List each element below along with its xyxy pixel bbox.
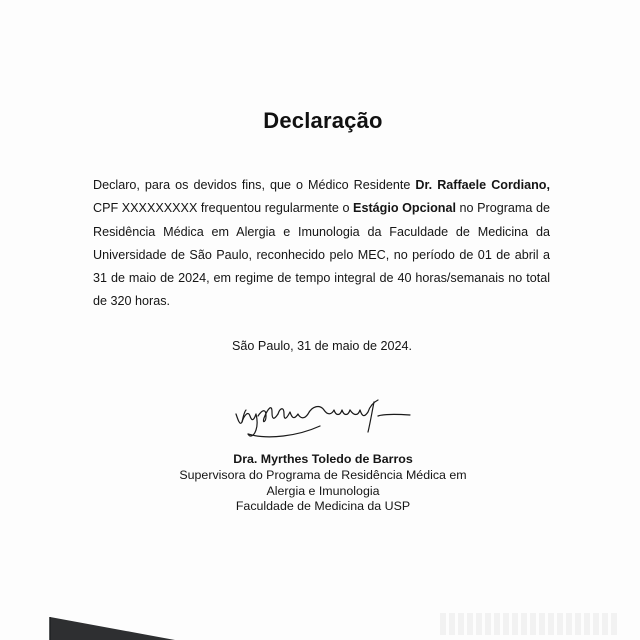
- document-title: Declaração: [263, 108, 383, 133]
- signer-name: Dra. Myrthes Toledo de Barros: [233, 452, 413, 466]
- signature-icon: [228, 396, 418, 446]
- signer-role: Supervisora do Programa de Residência Médica em: [179, 467, 467, 482]
- bleed-through-text: [440, 613, 620, 635]
- signer-specialty: Alergia e Imunologia: [266, 483, 380, 498]
- internship-type: Estágio Opcional: [353, 201, 456, 216]
- signer-institution: Faculdade de Medicina da USP: [235, 499, 411, 514]
- place-and-date: São Paulo, 31 de maio de 2024.: [232, 339, 412, 353]
- paragraph-text: CPF XXXXXXXXX frequentou regularmente o: [93, 201, 354, 216]
- paragraph-text: Declaro, para os devidos fins, que o Médico Residente: [93, 178, 416, 192]
- resident-name: Dr. Raffaele Cordiano,: [415, 178, 550, 192]
- declaration-paragraph: [93, 174, 550, 314]
- paragraph-text: no Programa de Residência Médica em Alergia e Imunologia da Faculdade de Medicina da Universidade de São Paulo, reconhecido pelo MEC, no período de 01 de abril a 31 de maio de 2024, em regime de tempo integral de 40 horas/semanais no total de 320 horas.: [93, 201, 550, 309]
- signer-block: [0, 452, 640, 515]
